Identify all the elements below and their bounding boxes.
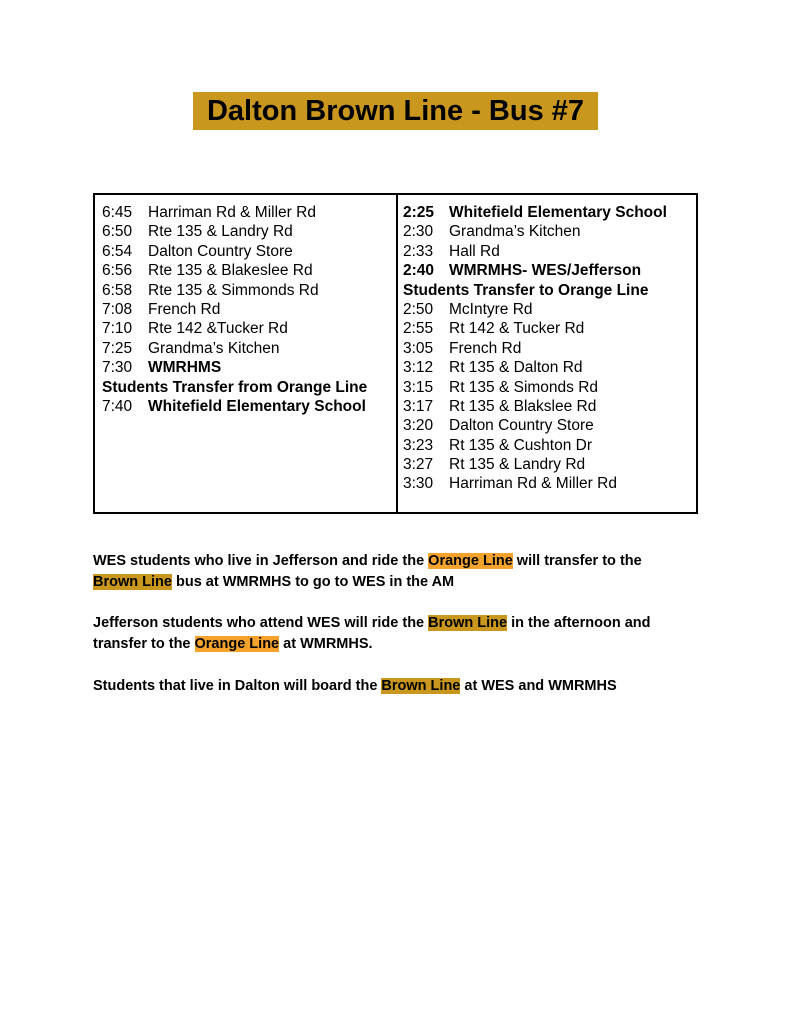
morning-stop-row (102, 397, 367, 416)
note-text: bus at WMRMHS to go to WES in the AM (171, 574, 455, 590)
note-jefferson-am-transfer (93, 551, 642, 593)
stop-name: Rte 135 & Landry Rd (148, 223, 293, 241)
stop-time: 3:23 (403, 436, 434, 454)
morning-stop-row (102, 242, 367, 261)
stop-name: Rte 135 & Blakeslee Rd (148, 262, 313, 280)
morning-stop-row (102, 300, 367, 319)
stop-name: WMRMHS- WES/Jefferson (449, 262, 642, 280)
stop-time: 6:45 (102, 204, 133, 221)
stop-time: 3:05 (403, 339, 434, 357)
stop-name: Whitefield Elementary School (148, 397, 366, 415)
page-title: Dalton Brown Line - Bus #7 (193, 92, 598, 130)
morning-stop-row (102, 339, 367, 358)
stop-time: 7:30 (102, 359, 133, 377)
stop-time: 2:25 (403, 204, 435, 221)
orange-line-highlight: Orange Line (428, 553, 513, 569)
stop-name: Rte 135 & Simmonds Rd (148, 281, 319, 299)
morning-schedule (102, 203, 367, 416)
brown-line-highlight: Brown Line (381, 678, 461, 694)
note-text: WES students who live in Jefferson and ride the (93, 553, 429, 569)
stop-time: 3:17 (403, 397, 434, 415)
stop-name: Rt 135 & Dalton Rd (449, 359, 583, 377)
stop-time: 3:15 (403, 378, 434, 396)
stop-time: 7:08 (102, 300, 133, 318)
note-text: transfer to the (93, 636, 195, 652)
stop-time: 6:56 (102, 262, 133, 280)
stop-name: McIntyre Rd (449, 300, 533, 318)
morning-stop-row (102, 319, 367, 338)
note-text: at WES and WMRMHS (460, 678, 617, 694)
afternoon-stop-row (403, 455, 667, 474)
morning-stop-row (102, 222, 367, 241)
stop-time: 7:25 (102, 339, 133, 357)
stop-name: Rt 135 & Landry Rd (449, 456, 586, 474)
schedule-table (93, 193, 698, 514)
morning-stop-row (102, 281, 367, 300)
stop-name: French Rd (449, 339, 522, 357)
stop-time: 2:40 (403, 262, 435, 280)
stop-name: Whitefield Elementary School (449, 204, 667, 221)
afternoon-stop-row (403, 436, 667, 455)
stop-name: Hall Rd (449, 242, 500, 260)
stop-name: Students Transfer to Orange Line (403, 281, 649, 299)
note-text: Students that live in Dalton will board the (93, 678, 382, 694)
stop-name: Rt 135 & Blakslee Rd (449, 397, 597, 415)
stop-name: Harriman Rd & Miller Rd (148, 204, 316, 221)
stop-time: 2:33 (403, 242, 434, 260)
stop-time: 2:55 (403, 320, 434, 338)
morning-stop-row (102, 261, 367, 280)
stop-time: 7:10 (102, 320, 133, 338)
note-jefferson-pm-transfer (93, 613, 651, 655)
orange-line-highlight: Orange Line (194, 636, 280, 652)
afternoon-stop-row (403, 261, 667, 280)
stop-time: 3:30 (403, 475, 434, 493)
stop-time: 6:58 (102, 281, 133, 299)
stop-time: 7:40 (102, 397, 133, 415)
stop-name: Students Transfer from Orange Line (102, 378, 368, 396)
stop-name: Grandma’s Kitchen (148, 339, 280, 357)
stop-time: 2:50 (403, 300, 434, 318)
afternoon-stop-row (403, 339, 667, 358)
stop-name: French Rd (148, 300, 221, 318)
stop-name: Rt 142 & Tucker Rd (449, 320, 585, 338)
stop-time: 3:12 (403, 359, 434, 377)
afternoon-stop-row (403, 300, 667, 319)
column-divider (396, 195, 398, 512)
stop-name: Grandma’s Kitchen (449, 223, 581, 241)
stop-time: 2:30 (403, 223, 434, 241)
note-text: Jefferson students who attend WES will ride the (93, 615, 429, 631)
note-text: at WMRMHS. (279, 636, 373, 652)
stop-name: WMRHMS (148, 359, 222, 377)
morning-stop-row (102, 378, 367, 397)
afternoon-schedule (403, 203, 667, 494)
afternoon-stop-row (403, 358, 667, 377)
stop-name: Rt 135 & Simonds Rd (449, 378, 599, 396)
afternoon-stop-row (403, 281, 667, 300)
afternoon-stop-row (403, 378, 667, 397)
stop-name: Rt 135 & Cushton Dr (449, 436, 593, 454)
stop-time: 6:50 (102, 223, 133, 241)
note-text: will transfer to the (512, 553, 642, 569)
note-dalton-boarding (93, 676, 617, 697)
note-text: in the afternoon and (507, 615, 651, 631)
morning-stop-row (102, 203, 367, 222)
afternoon-stop-row (403, 319, 667, 338)
stop-time: 6:54 (102, 242, 133, 260)
afternoon-stop-row (403, 397, 667, 416)
stop-name: Dalton Country Store (148, 242, 293, 260)
afternoon-stop-row (403, 416, 667, 435)
stop-name: Rte 142 &Tucker Rd (148, 320, 288, 338)
stop-time: 3:27 (403, 456, 434, 474)
afternoon-stop-row (403, 222, 667, 241)
stop-name: Dalton Country Store (449, 417, 594, 435)
afternoon-stop-row (403, 474, 667, 493)
afternoon-stop-row (403, 242, 667, 261)
afternoon-stop-row (403, 203, 667, 222)
brown-line-highlight: Brown Line (93, 574, 172, 590)
morning-stop-row (102, 358, 367, 377)
stop-time: 3:20 (403, 417, 434, 435)
stop-name: Harriman Rd & Miller Rd (449, 475, 617, 493)
brown-line-highlight: Brown Line (428, 615, 508, 631)
